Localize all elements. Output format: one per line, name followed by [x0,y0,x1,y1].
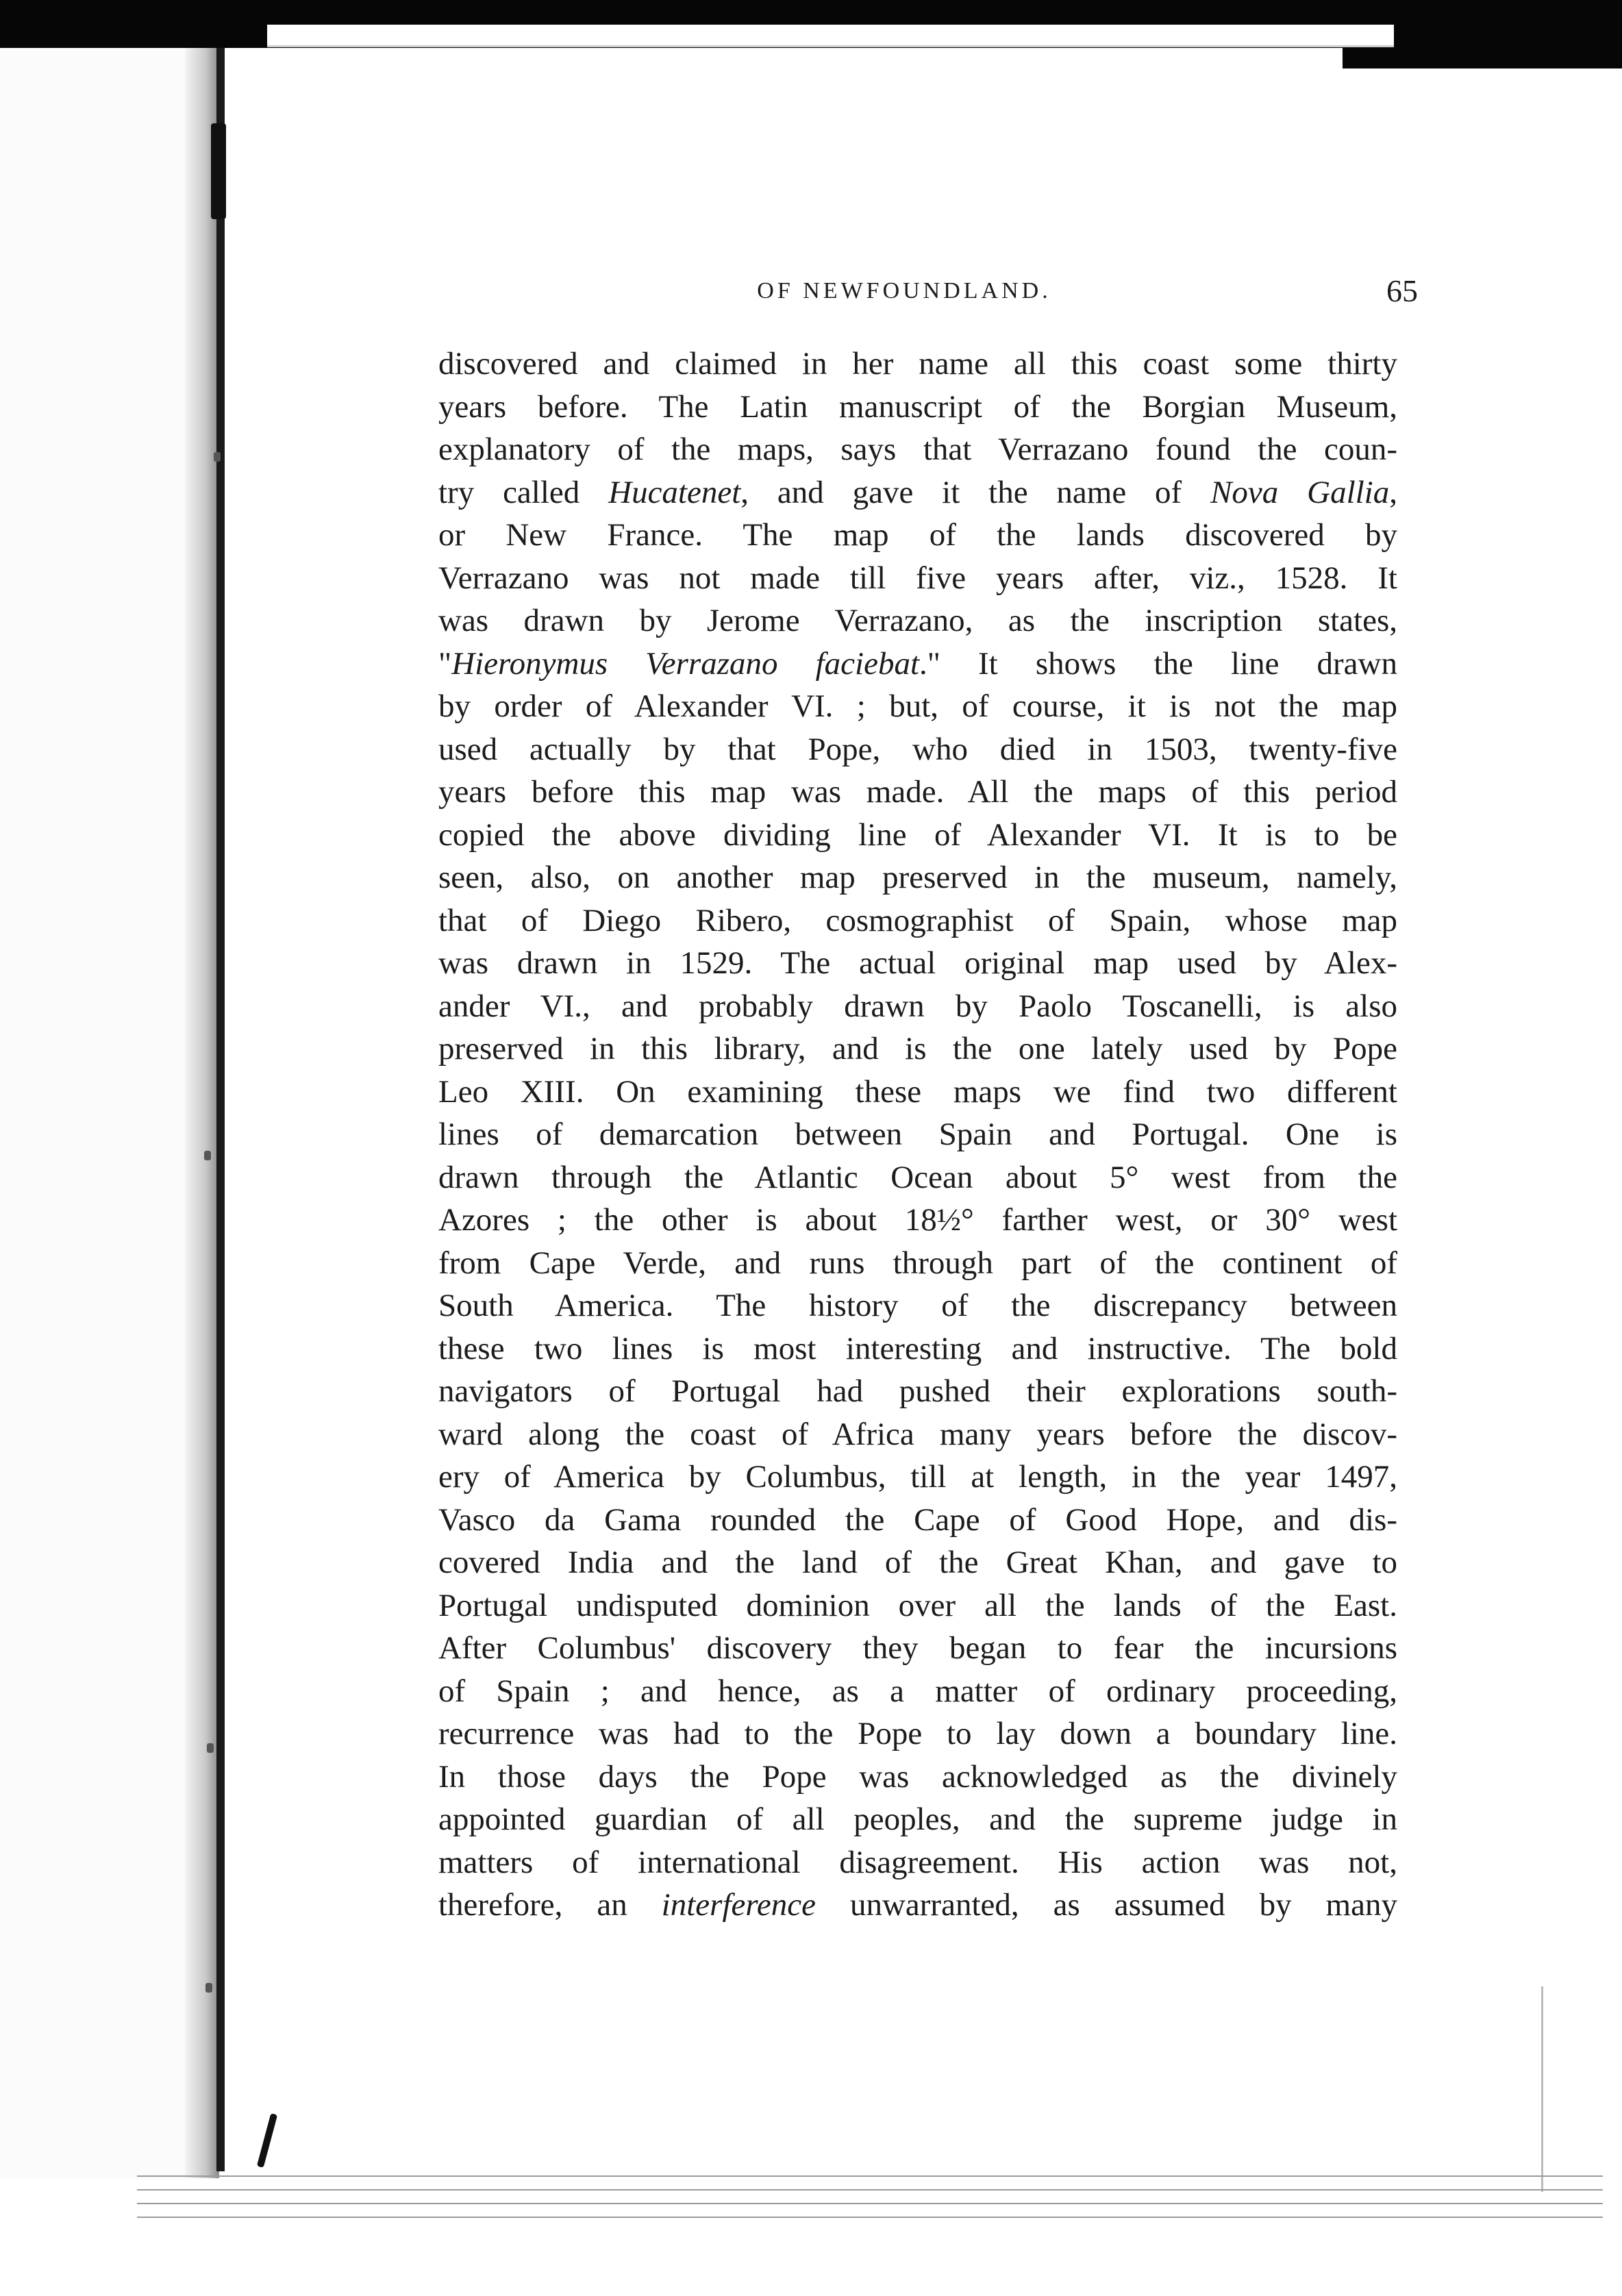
text-line: explanatory of the maps, says that Verrazano found the coun- [438,432,1397,467]
page-top-edge [267,25,1394,47]
text-line: seen, also, on another map preserved in the museum, namely, [438,860,1397,895]
text-line: was drawn by Jerome Verrazano, as the inscription states, [438,603,1397,638]
text-line: Vasco da Gama rounded the Cape of Good Hope, and dis- [438,1501,1397,1538]
spine-mark [211,123,226,219]
text-line: of Spain ; and hence, as a matter of ordinary proceeding, [438,1673,1397,1709]
text-line: lines of demarcation between Spain and Portugal. One is [438,1116,1397,1152]
margin-mark [205,1983,212,1993]
text-line: After Columbus' discovery they began to fear the incursions [438,1630,1397,1666]
text-line: drawn through the Atlantic Ocean about 5° west from the [438,1159,1397,1195]
text-line: ander VI., and probably drawn by Paolo Toscanelli, is also [438,988,1397,1024]
text-line: appointed guardian of all peoples, and the supreme judge in [438,1801,1397,1837]
text-line: "Hieronymus Verrazano faciebat." It shows the line drawn [438,645,1397,682]
page-bottom-edges [137,2158,1603,2260]
text-line: Portugal undisputed dominion over all the lands of the East. [438,1587,1397,1623]
running-head: OF NEWFOUNDLAND. [757,278,1051,303]
page-number: 65 [1386,273,1418,308]
text-line: ery of America by Columbus, till at length, in the year 1497, [438,1459,1397,1495]
text-line: years before. The Latin manuscript of the Borgian Museum, [438,388,1397,425]
text-line: copied the above dividing line of Alexander VI. It is to be [438,816,1397,853]
text-line: from Cape Verde, and runs through part of the continent of [438,1245,1397,1281]
book-spine [216,48,225,2171]
text-line: that of Diego Ribero, cosmographist of Spain, whose map [438,902,1397,938]
text-line: or New France. The map of the lands discovered by [438,517,1397,553]
text-line: years before this map was made. All the maps of this period [438,774,1397,810]
text-line: covered India and the land of the Great Khan, and gave to [438,1545,1397,1580]
body-text [438,342,1397,1927]
text-line: navigators of Portugal had pushed their explorations south- [438,1373,1397,1409]
text-line: discovered and claimed in her name all this coast some thirty [438,346,1397,382]
gutter-shadow [185,48,219,2178]
margin-mark [207,1743,214,1753]
text-line: by order of Alexander VI. ; but, of course, it is not the map [438,688,1397,724]
text-line: used actually by that Pope, who died in 1503, twenty-five [438,731,1397,767]
text-line: Leo XIII. On examining these maps we find two different [438,1073,1397,1110]
facing-page [0,48,205,2178]
text-line: these two lines is most interesting and instructive. The bold [438,1330,1397,1367]
text-line: Verrazano was not made till five years after, viz., 1528. It [438,560,1397,596]
text-line: In those days the Pope was acknowledged as the divinely [438,1758,1397,1795]
text-line: was drawn in 1529. The actual original map used by Alex- [438,945,1397,981]
text-line: recurrence was had to the Pope to lay down a boundary line. [438,1716,1397,1751]
text-line: therefore, an interference unwarranted, as assumed by many [438,1887,1397,1923]
margin-mark [204,1151,211,1160]
margin-mark [214,452,221,462]
text-line: ward along the coast of Africa many years before the discov- [438,1416,1397,1452]
text-line: South America. The history of the discrepancy between [438,1288,1397,1323]
text-line: Azores ; the other is about 18½° farther west, or 30° west [438,1202,1397,1238]
text-line: matters of international disagreement. His action was not, [438,1844,1397,1880]
page-header [438,273,1418,314]
text-line: preserved in this library, and is the one lately used by Pope [438,1031,1397,1066]
text-line: try called Hucatenet, and gave it the name of Nova Gallia, [438,474,1397,510]
